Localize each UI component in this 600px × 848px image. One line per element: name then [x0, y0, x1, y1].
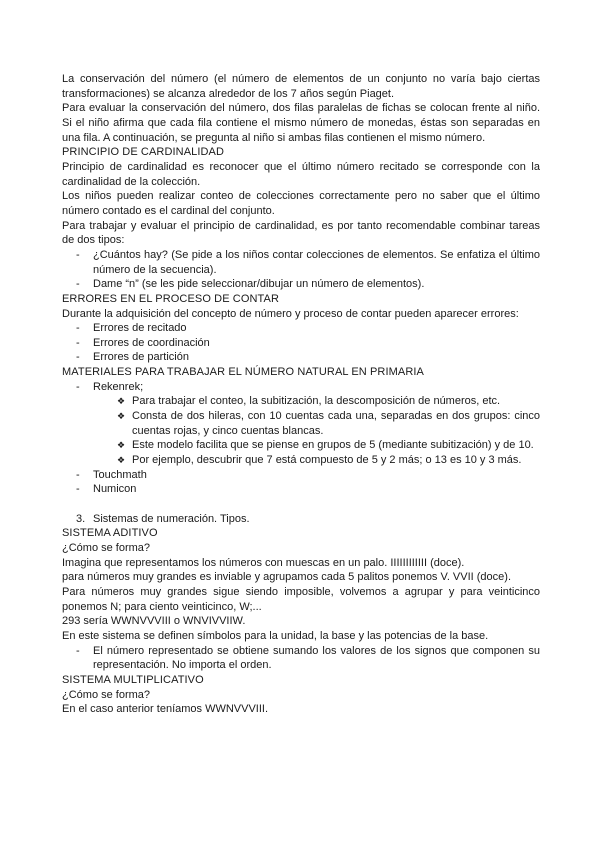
paragraph: Los niños pueden realizar conteo de colecciones correctamente pero no saber que el último número contado es el cardinal del conjunto.	[62, 190, 540, 217]
paragraph: En este sistema se definen símbolos para la unidad, la base y las potencias de la base.	[62, 629, 489, 642]
sub-list-item: ❖ Consta de dos hileras, con 10 cuentas cada una, separadas en dos grupos: cinco cuentas rojas, y cinco cuentas blancas.	[117, 410, 540, 437]
list-item: - Errores de recitado	[62, 321, 540, 336]
errors-list	[62, 321, 540, 365]
heading-aditivo: SISTEMA ADITIVO	[62, 527, 158, 540]
diamond-bullet-icon: ❖	[117, 455, 126, 466]
heading-materiales: MATERIALES PARA TRABAJAR EL NÚMERO NATURAL EN PRIMARIA	[62, 366, 424, 379]
list-item: - Errores de coordinación	[62, 336, 540, 351]
list-item: - Dame “n” (se les pide seleccionar/dibujar un número de elementos).	[62, 277, 540, 292]
sub-list-item: ❖ Para trabajar el conteo, la subitización, la descomposición de números, etc.	[117, 395, 501, 408]
task-list	[62, 248, 540, 292]
heading-multiplicativo: SISTEMA MULTIPLICATIVO	[62, 673, 204, 686]
sub-list-item: ❖ Este modelo facilita que se piense en grupos de 5 (mediante subitización) y de 10.	[117, 439, 534, 452]
question: ¿Cómo se forma?	[62, 541, 151, 554]
paragraph: Durante la adquisición del concepto de número y proceso de contar pueden aparecer errores:	[62, 307, 519, 320]
paragraph: Imagina que representamos los números con muescas en un palo. IIIIIIIIIIII (doce).	[62, 556, 465, 569]
document-page	[62, 72, 540, 717]
paragraph: Principio de cardinalidad es reconocer que el último número recitado se corresponde con la cardinalidad de la colección.	[62, 160, 540, 188]
list-item: - Numicon	[62, 482, 540, 497]
list-item: - Errores de partición	[62, 350, 540, 365]
section-heading: 3. Sistemas de numeración. Tipos.	[76, 512, 250, 525]
sub-list-item: ❖ Por ejemplo, descubrir que 7 está compuesto de 5 y 2 más; o 13 es 10 y 3 más.	[117, 454, 522, 467]
diamond-bullet-icon: ❖	[117, 440, 126, 451]
heading-cardinalidad: PRINCIPIO DE CARDINALIDAD	[62, 146, 225, 159]
materials-list	[62, 380, 540, 497]
paragraph: En el caso anterior teníamos WWNVVVIII.	[62, 703, 269, 716]
heading-errores: ERRORES EN EL PROCESO DE CONTAR	[62, 292, 280, 305]
paragraph: Para números muy grandes sigue siendo imposible, volvemos a agrupar y para veinticinco ponemos N; para ciento veinticinco, W;...	[62, 585, 540, 613]
list-item: - Rekenrek;	[62, 380, 540, 395]
blank-line	[62, 497, 540, 512]
list-item: - ¿Cuántos hay? (Se pide a los niños contar colecciones de elementos. Se enfatiza el último número de la secuencia).	[62, 248, 540, 277]
paragraph: Para trabajar y evaluar el principio de cardinalidad, es por tanto recomendable combinar tareas de dos tipos:	[62, 219, 540, 247]
list-item: - Touchmath	[62, 468, 540, 483]
list-item: - El número representado se obtiene sumando los valores de los signos que componen su representación. No importa el orden.	[62, 644, 540, 673]
diamond-bullet-icon: ❖	[117, 411, 126, 422]
aditivo-list	[62, 644, 540, 673]
paragraph: para números muy grandes es inviable y agrupamos cada 5 palitos ponemos V. VVII (doce).	[62, 571, 512, 584]
paragraph: 293 sería WWNVVVIII o WNVIVVIIW.	[62, 615, 246, 628]
paragraph: Para evaluar la conservación del número, dos filas paralelas de fichas se colocan frente al niño. Si el niño afirma que cada fila contiene el mismo número de monedas, éstas son separadas en una fila. A continuación, se pregunta al niño si ambas filas contienen el mismo número.	[62, 102, 540, 144]
diamond-bullet-icon: ❖	[117, 396, 126, 407]
paragraph: La conservación del número (el número de elementos de un conjunto no varía bajo ciertas transformaciones) se alcanza alrededor de los 7 años según Piaget.	[62, 73, 540, 100]
question: ¿Cómo se forma?	[62, 688, 151, 701]
